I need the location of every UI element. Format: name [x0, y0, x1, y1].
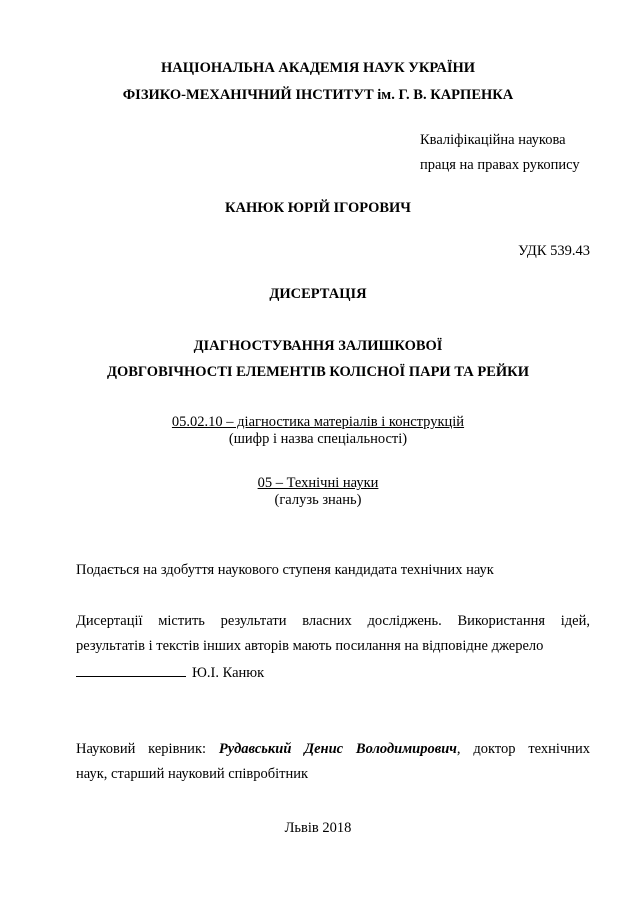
manuscript-note-line2: праця на правах рукопису [420, 157, 580, 173]
field-block [0, 475, 636, 492]
declaration-line2: результатів і текстів інших авторів мають посилання на відповідне джерело [76, 638, 544, 654]
field-caption: (галузь знань) [274, 492, 362, 508]
dissertation-title-line2: ДОВГОВІЧНОСТІ ЕЛЕМЕНТІВ КОЛІСНОЇ ПАРИ ТА РЕЙКИ [107, 364, 529, 380]
submission-statement: Подається на здобуття наукового ступеня кандидата технічних наук [76, 562, 494, 578]
specialty-caption: (шифр і назва спеціальності) [228, 431, 408, 447]
institute-heading: ФІЗИКО-МЕХАНІЧНИЙ ІНСТИТУТ ім. Г. В. КАРПЕНКА [122, 87, 514, 103]
author-name: КАНЮК ЮРІЙ ІГОРОВИЧ [225, 200, 411, 216]
signature-row [76, 664, 264, 682]
supervisor-line1 [76, 741, 590, 758]
field-value: 05 – Технічні науки [257, 475, 379, 491]
supervisor-line2: наук, старший науковий співробітник [76, 766, 309, 782]
specialty-value: 05.02.10 – діагностика матеріалів і конструкцій [171, 414, 465, 430]
udc-code: УДК 539.43 [518, 243, 590, 259]
place-year: Львів 2018 [284, 820, 352, 836]
dissertation-title-line1: ДІАГНОСТУВАННЯ ЗАЛИШКОВОЇ [193, 338, 443, 354]
manuscript-note-line1: Кваліфікаційна наукова [420, 132, 566, 148]
signature-line [76, 664, 186, 677]
signature-name: Ю.І. Канюк [192, 665, 265, 681]
declaration-line1: Дисертації містить результати власних досліджень. Використання ідей, [76, 613, 590, 629]
supervisor-degree: , доктор технічних [456, 741, 591, 757]
supervisor-label: Науковий керівник: [76, 741, 207, 757]
academy-heading: НАЦІОНАЛЬНА АКАДЕМІЯ НАУК УКРАЇНИ [160, 60, 476, 76]
specialty-block [0, 414, 636, 431]
supervisor-name: Рудавський Денис Володимирович [218, 741, 457, 757]
document-type: ДИСЕРТАЦІЯ [269, 286, 367, 302]
